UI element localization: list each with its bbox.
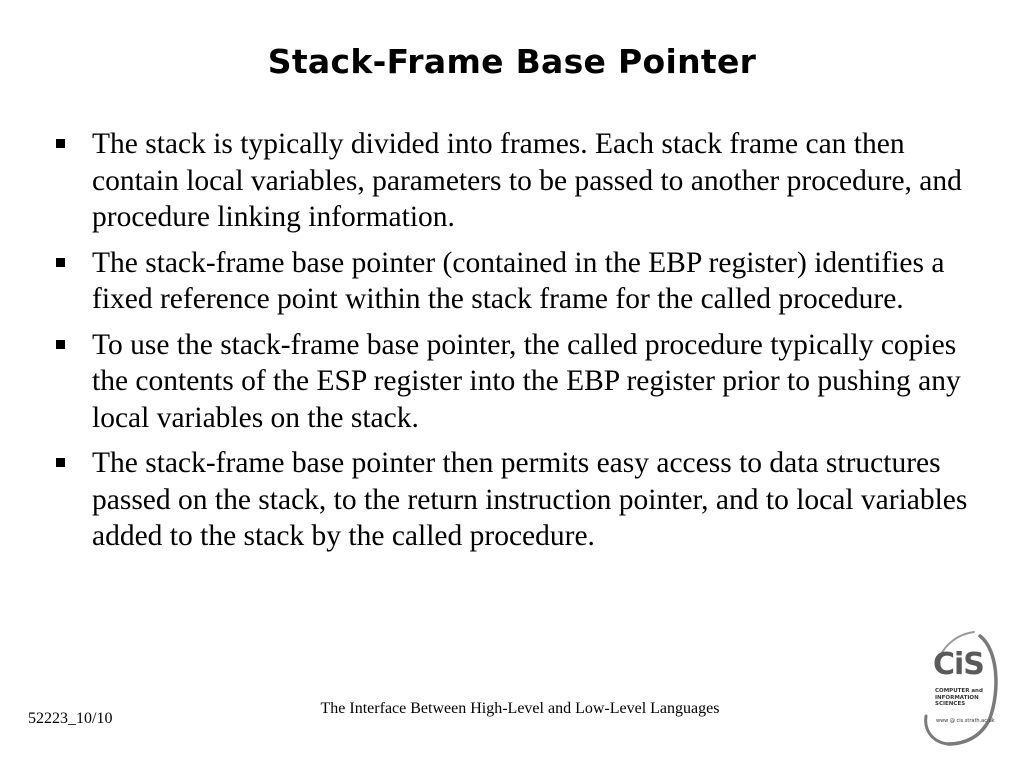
bullet-item <box>0 126 1024 236</box>
bullet-list <box>0 126 1024 564</box>
logo-subtitle: COMPUTER and INFORMATION SCIENCES <box>935 688 983 707</box>
bullet-item <box>0 245 1024 318</box>
bullet-item <box>0 327 1024 437</box>
logo-lettering: CiS <box>933 647 984 682</box>
bullet-item <box>0 445 1024 555</box>
slide-code: 52223_10/10 <box>28 710 113 727</box>
bullet-text: The stack-frame base pointer then permits easy access to data structures passed on the stack, to the return instruction pointer, and to local variables added to the stack by the called procedure. <box>92 447 968 552</box>
square-bullet-icon <box>56 139 65 148</box>
square-bullet-icon <box>56 258 65 267</box>
square-bullet-icon <box>56 458 65 467</box>
bullet-text: The stack is typically divided into frames. Each stack frame can then contain local variables, parameters to be passed to another procedure, and procedure linking information. <box>92 128 962 233</box>
logo-url: www @ cis.strath.ac.uk <box>936 718 995 724</box>
footer-title: The Interface Between High-Level and Low-Level Languages <box>320 700 720 717</box>
slide-title: Stack-Frame Base Pointer <box>267 42 757 81</box>
square-bullet-icon <box>56 340 65 349</box>
bullet-text: The stack-frame base pointer (contained in the EBP register) identifies a fixed reference point within the stack frame for the called procedure. <box>92 246 945 315</box>
bullet-text: To use the stack-frame base pointer, the called procedure typically copies the contents of the ESP register into the EBP register prior to pushing any local variables on the stack. <box>92 328 961 434</box>
